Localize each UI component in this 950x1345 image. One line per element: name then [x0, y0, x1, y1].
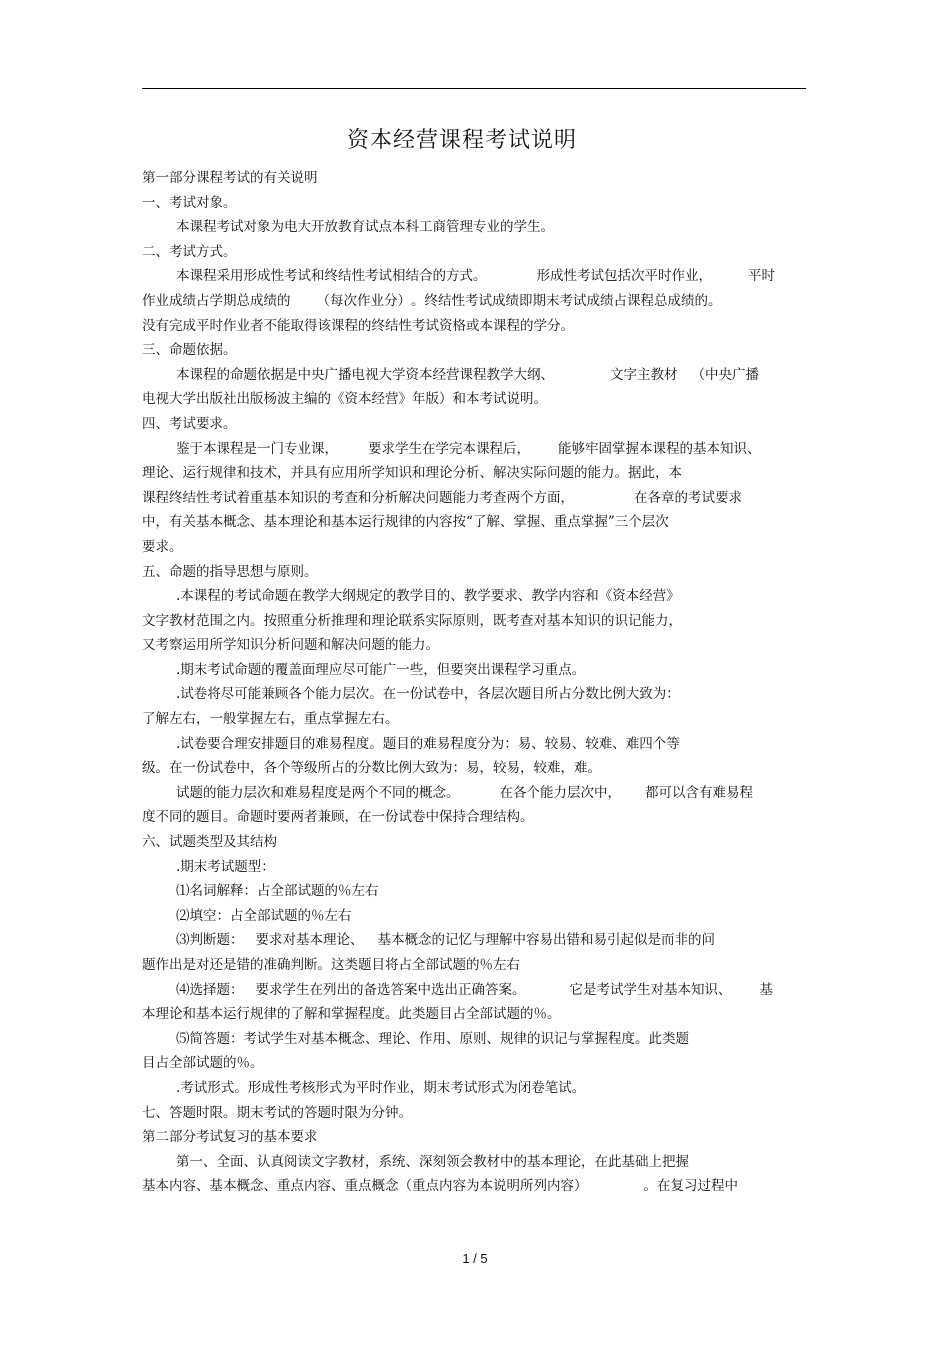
- text-segment: 。在复习过程中: [643, 1178, 738, 1195]
- text-segment: 第二部分考试复习的基本要求: [142, 1129, 318, 1146]
- text-line: [142, 215, 812, 240]
- text-line: [142, 510, 812, 535]
- text-segment: 级。在一份试卷中，各个等级所占的分数比例大致为：易，较易，较难，难。: [142, 760, 601, 777]
- header-rule: [142, 88, 806, 89]
- text-segment: 基本概念的记忆与理解中容易出错和易引起似是而非的问: [377, 932, 715, 949]
- document-title: 资本经营课程考试说明: [346, 128, 577, 153]
- text-segment: 在各章的考试要求: [634, 489, 742, 506]
- text-line: [142, 805, 812, 830]
- text-segment: 能够牢固掌握本课程的基本知识、: [558, 440, 761, 457]
- text-line: [142, 289, 812, 314]
- text-line: [142, 264, 812, 289]
- text-segment: ⑴名词解释：占全部试题的％左右: [176, 883, 379, 900]
- text-segment: 要求学生在学完本课程后，: [368, 440, 530, 457]
- text-segment: 鉴于本课程是一门专业课，: [176, 440, 338, 457]
- text-segment: 三、命题依据。: [142, 342, 237, 359]
- text-segment: 要求。: [142, 538, 183, 555]
- text-line: [142, 1125, 812, 1150]
- text-segment: 平时: [748, 268, 775, 285]
- text-line: [142, 191, 812, 216]
- text-segment: 理论、运行规律和技术，并具有应用所学知识和理论分析、解决实际问题的能力。据此，本: [142, 465, 682, 482]
- text-segment: 没有完成平时作业者不能取得该课程的终结性考试资格或本课程的学分。: [142, 317, 574, 334]
- text-line: [142, 1051, 812, 1076]
- text-segment: 要求学生在列出的备选答案中选出正确答案。: [255, 981, 526, 998]
- text-line: [142, 781, 812, 806]
- text-line: [142, 1027, 812, 1052]
- text-line: [142, 240, 812, 265]
- text-segment: 形成性考试包括次平时作业，: [536, 268, 712, 285]
- text-segment: 基: [759, 981, 773, 998]
- text-segment: 文字主教材: [610, 366, 678, 383]
- text-line: [142, 682, 812, 707]
- text-line: [142, 412, 812, 437]
- text-segment: 要求对基本理论、: [255, 932, 364, 949]
- text-segment: 本课程的命题依据是中央广播电视大学资本经营课程教学大纲、: [176, 366, 554, 383]
- text-segment: 题作出是对还是错的准确判断。这类题目将占全部试题的％左右: [142, 957, 520, 973]
- text-line: [142, 363, 812, 388]
- text-line: [142, 166, 812, 191]
- text-line: [142, 953, 812, 978]
- text-segment: .试卷将尽可能兼顾各个能力层次。在一份试卷中，各层次题目所占分数比例大致为：: [176, 686, 680, 703]
- text-segment: 六、试题类型及其结构: [142, 834, 277, 851]
- document-body: [142, 166, 812, 1199]
- text-segment: 。终结性考试成绩即期末考试成绩占课程总成绩的。: [411, 292, 722, 309]
- text-segment: ⑷选择题：: [176, 981, 244, 998]
- text-segment: 度不同的题目。命题时要两者兼顾，在一份试卷中保持合理结构。: [142, 809, 534, 826]
- text-line: [142, 1150, 812, 1175]
- text-segment: （中央广播: [691, 366, 759, 383]
- text-segment: .期末考试命题的覆盖面理应尽可能广一些，但要突出课程学习重点。: [176, 661, 586, 678]
- text-line: [142, 928, 812, 953]
- text-segment: 第一部分课程考试的有关说明: [142, 170, 318, 186]
- text-segment: 基本内容、基本概念、重点内容、重点概念（重点内容为本说明所列内容）: [142, 1178, 588, 1195]
- text-segment: .试卷要合理安排题目的难易程度。题目的难易程度分为：易、较易、较难、难四个等: [176, 735, 680, 752]
- text-segment: 目占全部试题的％。: [142, 1055, 264, 1072]
- text-segment: 电视大学出版社出版杨波主编的《资本经营》年版）和本考试说明。: [142, 391, 547, 408]
- text-segment: 中，有关基本概念、基本理论和基本运行规律的内容按“了解、掌握、重点掌握”三个层次: [142, 514, 669, 531]
- text-segment: 了解左右，一般掌握左右，重点掌握左右。: [142, 711, 399, 728]
- text-line: [142, 732, 812, 757]
- text-segment: 课程终结性考试着重基本知识的考查和分析解决问题能力考查两个方面，: [142, 489, 574, 506]
- text-line: [142, 904, 812, 929]
- text-line: [142, 756, 812, 781]
- text-segment: 试题的能力层次和难易程度是两个不同的概念。: [176, 784, 460, 801]
- text-line: [142, 879, 812, 904]
- text-line: [142, 855, 812, 880]
- text-segment: 七、答题时限。期末考试的答题时限为分钟。: [142, 1104, 412, 1121]
- text-segment: 四、考试要求。: [142, 415, 237, 432]
- text-line: [142, 1101, 812, 1126]
- text-segment: 第一、全面、认真阅读文字教材，系统、深刻领会教材中的基本理论，在此基础上把握: [176, 1153, 689, 1170]
- text-line: [142, 633, 812, 658]
- text-segment: 二、考试方式。: [142, 243, 237, 260]
- page-number: 1 / 5: [462, 1251, 488, 1266]
- text-segment: 在各个能力层次中，: [499, 784, 621, 801]
- text-line: [142, 437, 812, 462]
- text-segment: （每次作业分）: [316, 292, 411, 309]
- text-segment: 五、命题的指导思想与原则。: [142, 563, 318, 580]
- text-line: [142, 584, 812, 609]
- text-segment: ⑵填空：占全部试题的％左右: [176, 907, 352, 924]
- text-segment: 作业成绩占学期总成绩的: [142, 292, 291, 309]
- text-line: [142, 560, 812, 585]
- text-line: [142, 830, 812, 855]
- text-segment: 文字教材范围之内。按照重分析推理和理论联系实际原则，既考查对基本知识的识记能力，: [142, 612, 682, 629]
- text-line: [142, 535, 812, 560]
- text-segment: 一、考试对象。: [142, 194, 237, 211]
- text-line: [142, 1002, 812, 1027]
- text-segment: 都可以含有难易程: [645, 784, 753, 801]
- text-line: [142, 658, 812, 683]
- text-segment: 本课程考试对象为电大开放教育试点本科工商管理专业的学生。: [176, 219, 554, 236]
- text-segment: .本课程的考试命题在教学大纲规定的教学目的、教学要求、教学内容和《资本经营》: [176, 588, 680, 605]
- text-segment: ⑸简答题：考试学生对基本概念、理论、作用、原则、规律的识记与掌握程度。此类题: [176, 1030, 689, 1047]
- text-line: [142, 707, 812, 732]
- text-line: [142, 609, 812, 634]
- text-segment: 它是考试学生对基本知识、: [569, 981, 732, 998]
- text-line: [142, 314, 812, 339]
- text-segment: .考试形式。形成性考核形式为平时作业，期末考试形式为闭卷笔试。: [176, 1079, 586, 1096]
- text-line: [142, 978, 812, 1003]
- text-line: [142, 461, 812, 486]
- text-line: [142, 387, 812, 412]
- text-line: [142, 486, 812, 511]
- text-segment: .期末考试题型：: [176, 858, 275, 875]
- text-segment: ⑶判断题：: [176, 932, 244, 949]
- text-segment: 本理论和基本运行规律的了解和掌握程度。此类题目占全部试题的％。: [142, 1006, 561, 1023]
- text-line: [142, 1174, 812, 1199]
- text-segment: 又考察运用所学知识分析问题和解决问题的能力。: [142, 637, 439, 654]
- text-segment: 本课程采用形成性考试和终结性考试相结合的方式。: [176, 268, 487, 285]
- text-line: [142, 338, 812, 363]
- text-line: [142, 1076, 812, 1101]
